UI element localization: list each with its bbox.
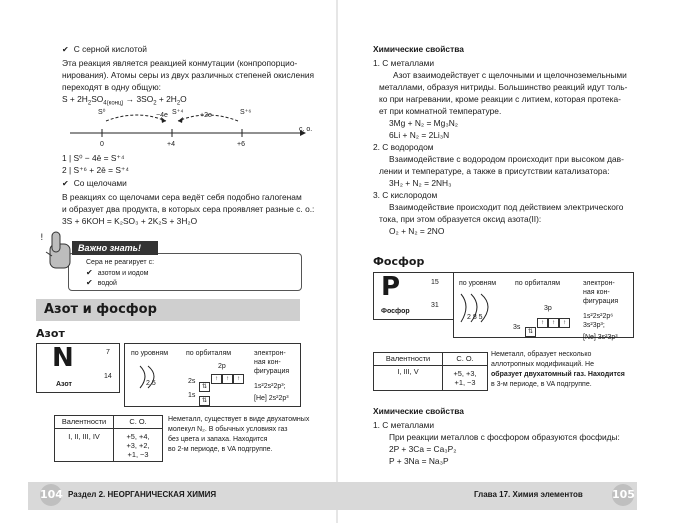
axis-tick-4: +4 xyxy=(167,141,175,148)
paragraph-line: Эта реакция является реакцией конмутации (конпропорцио- xyxy=(62,58,298,68)
section-heading: Азот и фосфор xyxy=(36,299,300,321)
axis-label-s6: S⁺⁶ xyxy=(240,109,252,116)
left-page xyxy=(0,0,337,482)
phosphorus-heading: Фосфор xyxy=(373,255,425,268)
oxidation-header: С. О. xyxy=(442,352,488,366)
equation: P + 3Na = Na₃P xyxy=(389,456,449,466)
levels-value: 2 8 5 xyxy=(467,314,483,321)
page-number-left: 104 xyxy=(40,484,62,506)
col-config: электрон- xyxy=(254,350,286,357)
equation: 2P + 3Ca = Ca₃P₂ xyxy=(389,444,457,454)
atomic-mass: 31 xyxy=(431,302,439,309)
axis-label-s0: S⁰ xyxy=(98,109,106,116)
page-number-right: 105 xyxy=(612,484,634,506)
orbital-label: 1s xyxy=(188,392,196,399)
valence-value: I, II, III, IV xyxy=(54,428,114,462)
note-line: во 2-м периоде, в VA подгруппе. xyxy=(168,446,273,453)
arrow-label-plus2e: +2e xyxy=(200,112,212,119)
chem-props-heading: Химические свойства xyxy=(373,44,464,54)
half-reaction-2: 2 | S⁺⁶ + 2ē = S⁺⁴ xyxy=(62,165,129,175)
valence-header: Валентности xyxy=(373,352,443,366)
config-value: 1s²2s²2p³; xyxy=(254,383,286,390)
raised-finger-icon xyxy=(40,230,74,272)
paragraph-line: переходят в одну общую: xyxy=(62,82,161,92)
atomic-mass: 14 xyxy=(104,373,112,380)
list-item-sulfuric-acid xyxy=(62,44,147,55)
atomic-number: 15 xyxy=(431,279,439,286)
col-orbitals: по орбиталям xyxy=(515,280,561,287)
footer-title-left: Раздел 2. НЕОРГАНИЧЕСКАЯ ХИМИЯ xyxy=(68,490,217,499)
col-orbitals: по орбиталям xyxy=(186,350,232,357)
element-symbol: P xyxy=(381,272,401,302)
text: С серной кислотой xyxy=(73,44,147,54)
important-text: Сера не реагирует с: xyxy=(86,259,155,266)
paragraph-line: металлами, образуя нитриды. Большинство реакций идут толь- xyxy=(379,82,628,92)
axis-tick-6: +6 xyxy=(237,141,245,148)
oxidation-header: С. О. xyxy=(113,415,163,429)
note-line: аллотропных модификаций. Не xyxy=(491,361,594,368)
important-label: Важно знать! xyxy=(72,241,158,255)
paragraph-line: тока, при этом образуется оксид азота(II): xyxy=(379,214,542,224)
config-value: [He] 2s²2p³ xyxy=(254,395,289,402)
config-value: 3s²3p³; xyxy=(583,322,605,329)
orbital-label: 2s xyxy=(188,378,196,385)
nitrogen-heading: Азот xyxy=(36,327,65,340)
orbital-label: 3p xyxy=(544,305,552,312)
note-line: в 3-м периоде, в VA подгруппе. xyxy=(491,381,592,388)
paragraph-line: При реакции металлов с фосфором образуются фосфиды: xyxy=(389,432,620,442)
col-config: ная кон- xyxy=(254,359,281,366)
axis-tick-0: 0 xyxy=(100,141,104,148)
note-line: без цвета и запаха. Находится xyxy=(168,436,268,443)
paragraph-line: Азот взаимодействует с щелочными и щелочноземельными xyxy=(393,70,627,80)
note-line: образует двухатомный газ. Находится xyxy=(491,371,625,378)
col-levels: по уровням xyxy=(459,280,497,287)
orbital-label: 2p xyxy=(218,363,226,370)
chem-props-heading: Химические свойства xyxy=(373,406,464,416)
arrow-label-minus4e: −4e xyxy=(156,112,168,119)
axis-label-s4: S⁺⁴ xyxy=(172,109,184,116)
paragraph-line: нирования). Атомы серы из двух различных степеней окисления xyxy=(62,70,315,80)
svg-text:!: ! xyxy=(40,233,44,243)
paragraph-line: Взаимодействие с водородом происходит при высоком дав- xyxy=(389,154,624,164)
col-config: фигурация xyxy=(254,368,290,375)
col-config: ная кон- xyxy=(583,289,610,296)
valence-header: Валентности xyxy=(54,415,114,429)
element-symbol: N xyxy=(52,343,74,373)
half-reaction-1: 1 | S⁰ − 4ē = S⁺⁴ xyxy=(62,153,125,163)
config-value: [Ne] 3s²3p³ xyxy=(583,334,618,341)
equation: O₂ + N₂ = 2NO xyxy=(389,226,445,236)
oxidation-values: +5, +4, +3, +2, +1, −3 xyxy=(113,428,163,462)
list-item: 1. С металлами xyxy=(373,420,435,430)
list-item: 1. С металлами xyxy=(373,58,435,68)
equation: 6Li + N₂ = 2Li₃N xyxy=(389,130,450,140)
orbital-2s-box: ⇅ xyxy=(199,378,210,396)
atomic-number: 7 xyxy=(106,349,110,356)
note-line: молекул N₂. В обычных условиях газ xyxy=(168,426,288,433)
orbital-1s-box: ⇅ xyxy=(199,392,210,410)
oxidation-values: +5, +3, +1, −3 xyxy=(442,365,488,391)
valence-value: I, III, V xyxy=(373,365,443,391)
axis-unit: с. о. xyxy=(299,126,313,133)
equation: 3Mg + N₂ = Mg₃N₂ xyxy=(389,118,459,128)
levels-value: 2 5 xyxy=(146,380,156,387)
orbital-2p-boxes: ↑ ↑ ↑ xyxy=(211,370,244,388)
right-page xyxy=(337,0,674,482)
equation: 3H₂ + N₂ = 2NH₃ xyxy=(389,178,452,188)
paragraph-line: и образует два продукта, в которых сера проявляет разные с. о.: xyxy=(62,204,315,214)
list-item-alkali: ✔ Со щелочами xyxy=(62,178,127,189)
equation-2: 3S + 6KOH = K₂SO₃ + 2K₂S + 3H₂O xyxy=(62,216,198,226)
paragraph-line: лении и температуре, а также в присутствии катализатора: xyxy=(379,166,610,176)
col-config: электрон- xyxy=(583,280,615,287)
config-value: 1s²2s²2p⁶ xyxy=(583,313,614,320)
note-line: Неметалл, существует в виде двухатомных xyxy=(168,416,310,423)
important-item: ✔ водой xyxy=(86,277,117,289)
orbital-3s-box: ⇅ xyxy=(525,323,536,341)
important-item: ✔ азотом и иодом xyxy=(86,267,148,279)
paragraph-line: Взаимодействие происходит под действием электрического xyxy=(389,202,624,212)
orbital-label: 3s xyxy=(513,324,521,331)
equation-1: $S + 2H_2SO_{4(конц)} \to 3SO_2 + 2H_2O$ xyxy=(62,94,187,107)
element-name: Фосфор xyxy=(381,308,410,315)
element-name: Азот xyxy=(56,381,72,388)
col-levels: по уровням xyxy=(131,350,169,357)
list-item: 2. С водородом xyxy=(373,142,434,152)
paragraph-line: В реакциях со щелочами сера ведёт себя подобно галогенам xyxy=(62,192,302,202)
paragraph-line: ко при нагревании, кроме реакции с литием, которая протека- xyxy=(379,94,621,104)
paragraph-line: ет при комнатной температуре. xyxy=(379,106,502,116)
col-config: фигурация xyxy=(583,298,619,305)
orbital-3p-boxes: ↑ ↑ ↑ xyxy=(537,314,570,332)
footer-title-right: Глава 17. Химия элементов xyxy=(474,490,583,499)
note-line: Неметалл, образует несколько xyxy=(491,351,592,358)
list-item: 3. С кислородом xyxy=(373,190,438,200)
